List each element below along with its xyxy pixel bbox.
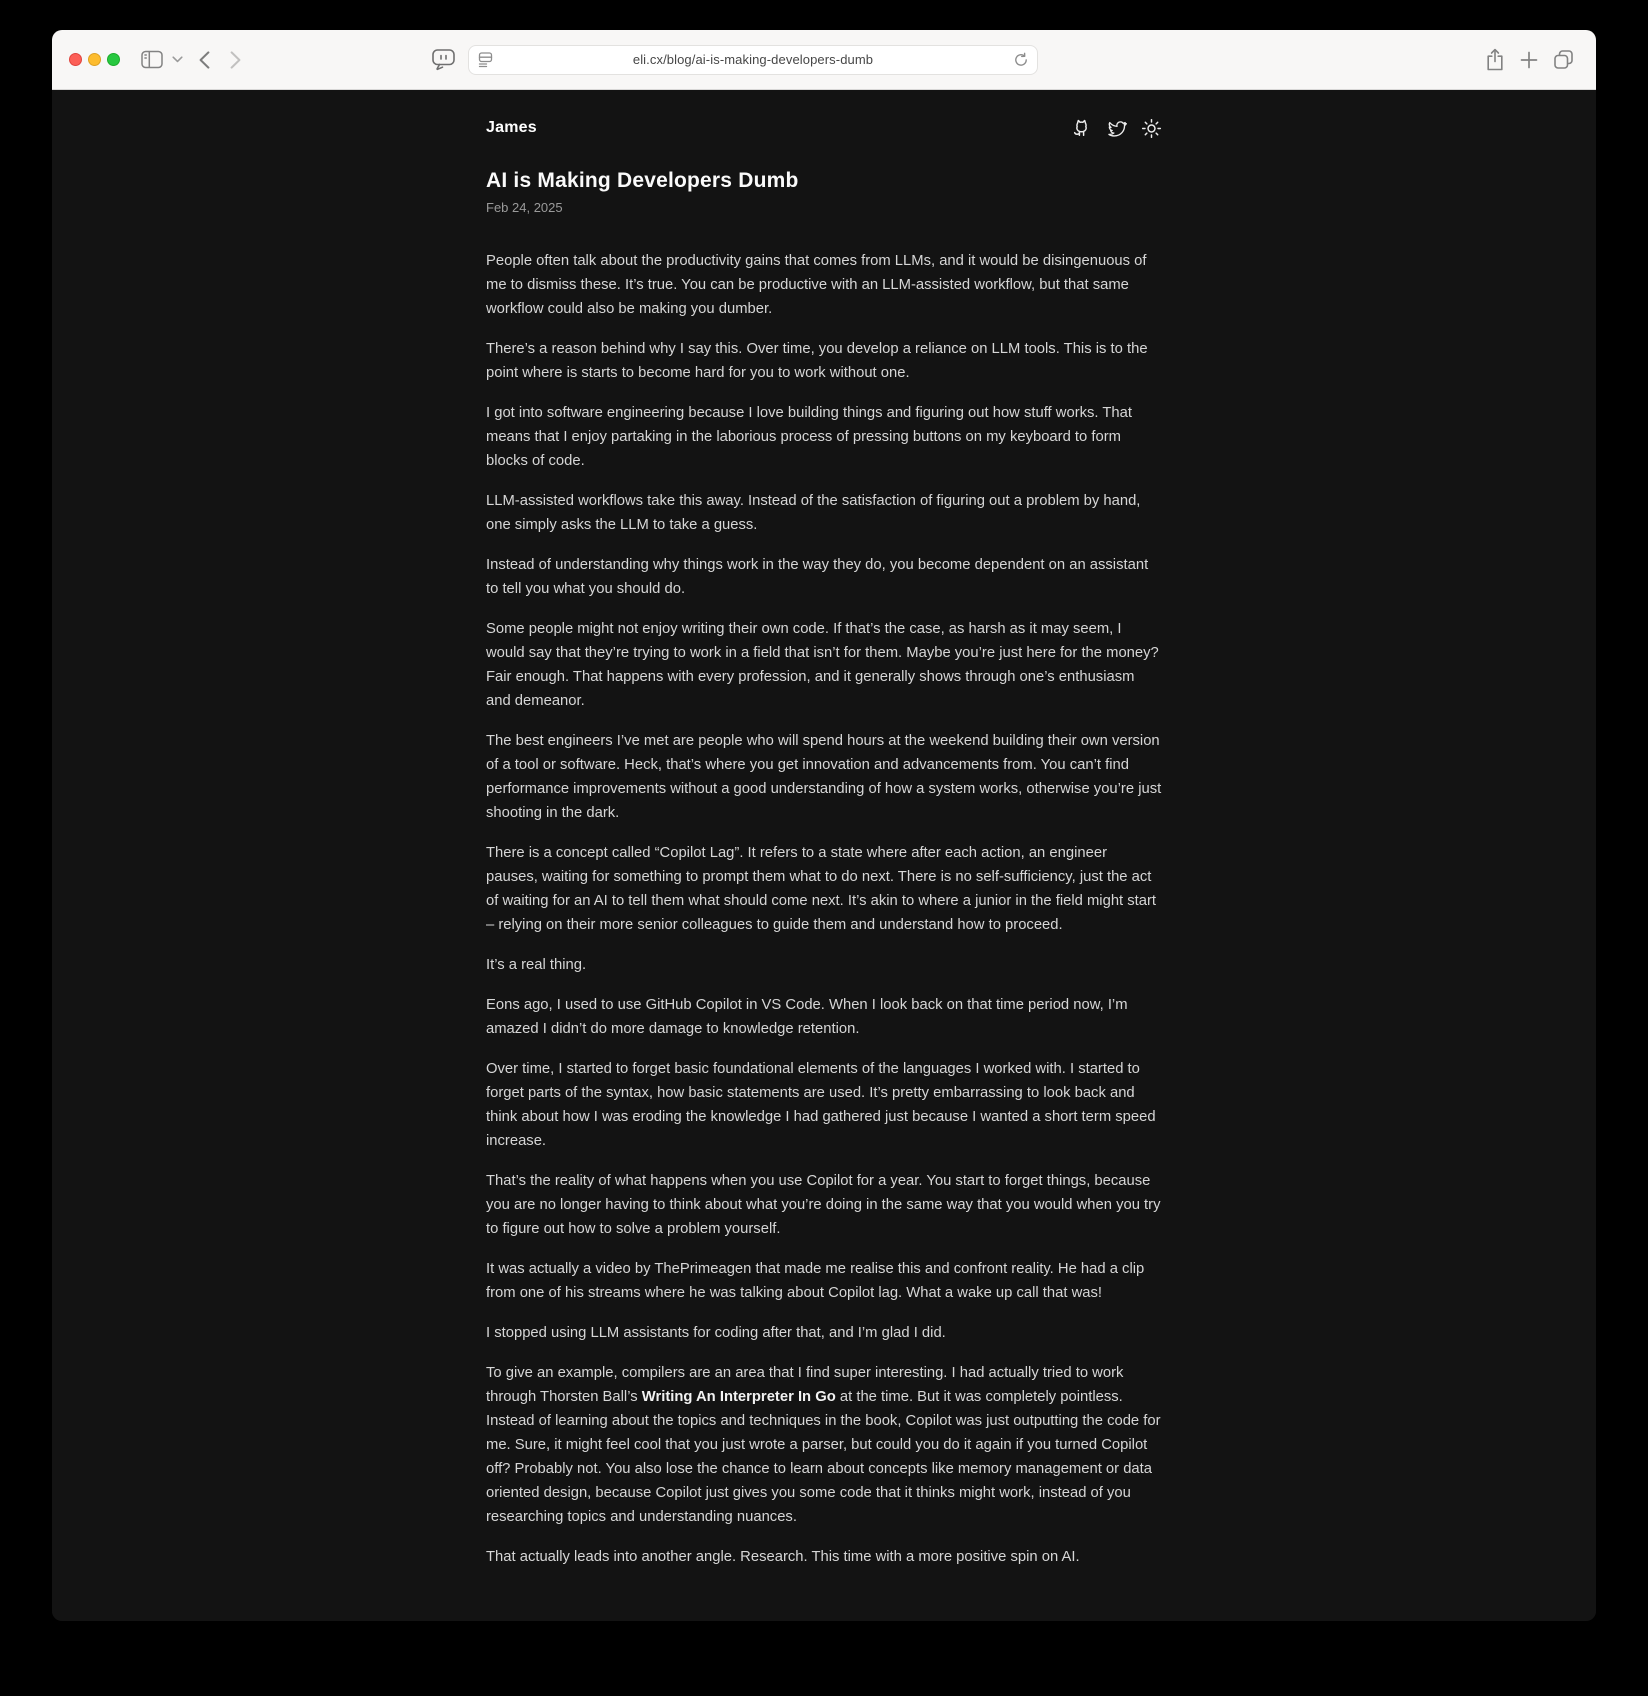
header-nav-icons: [1071, 118, 1162, 139]
paragraph: [486, 1321, 1162, 1345]
paragraph-text: It was actually a video by ThePrimeagen that made me realise this and confront reality. He had a clip from one of his streams where he was talking about Copilot lag. What a wake up call that was!: [486, 1261, 1145, 1301]
zoom-button[interactable]: [107, 53, 120, 66]
tab-overview-icon[interactable]: [1553, 49, 1574, 70]
paragraph: [486, 993, 1162, 1041]
post-date: Feb 24, 2025: [486, 200, 563, 215]
forward-icon[interactable]: [230, 51, 241, 69]
toolbar-right-group: [1485, 48, 1574, 72]
page-viewport: [52, 90, 1596, 1620]
site-header: [486, 117, 1162, 139]
paragraph: [486, 1169, 1162, 1241]
paragraph: [486, 953, 1162, 977]
back-icon[interactable]: [199, 51, 210, 69]
share-icon[interactable]: [1485, 48, 1505, 72]
post-title: AI is Making Developers Dumb: [486, 169, 799, 192]
paragraph: [486, 553, 1162, 601]
paragraph: [486, 337, 1162, 385]
paragraph: [486, 1545, 1162, 1569]
paragraph: [486, 1057, 1162, 1153]
post-body: [486, 249, 1162, 1569]
paragraph-text: That’s the reality of what happens when you use Copilot for a year. You start to forget things, because you are no longer having to think about what you’re doing in the same way that you would when you try to figure out how to solve a problem yourself.: [486, 1173, 1161, 1237]
paragraph-text: Eons ago, I used to use GitHub Copilot in VS Code. When I look back on that time period now, I’m amazed I didn’t do more damage to knowledge retention.: [486, 997, 1128, 1037]
paragraph: [486, 1361, 1162, 1529]
paragraph: [486, 489, 1162, 537]
paragraph-text: LLM-assisted workflows take this away. Instead of the satisfaction of figuring out a problem by hand, one simply asks the LLM to take a guess.: [486, 493, 1141, 533]
paragraph: [486, 617, 1162, 713]
paragraph-text: Some people might not enjoy writing their own code. If that’s the case, as harsh as it may seem, I would say that they’re trying to work in a field that isn’t for them. Maybe you’re just here for the money? Fair enough. That happens with every profession, and it generally shows through one’s enthusiasm and demeanor.: [486, 621, 1159, 709]
address-bar[interactable]: [468, 45, 1038, 75]
paragraph-text: To give an example, compilers are an area that I find super interesting. I had actually tried to work through Thorsten Ball’s: [486, 1365, 1124, 1405]
sun-icon[interactable]: [1141, 118, 1162, 139]
paragraph-text: That actually leads into another angle. Research. This time with a more positive spin on AI.: [486, 1549, 1080, 1565]
extensions-icon[interactable]: [431, 48, 456, 71]
site-name[interactable]: James: [486, 119, 537, 136]
twitter-icon[interactable]: [1106, 118, 1127, 139]
minimize-button[interactable]: [88, 53, 101, 66]
paragraph-text: People often talk about the productivity gains that comes from LLMs, and it would be disingenuous of me to dismiss these. It’s true. You can be productive with an LLM-assisted workflow, but that same workflow could also be making you dumber.: [486, 253, 1147, 317]
browser-toolbar: [52, 30, 1596, 90]
paragraph-text: at the time. But it was completely pointless. Instead of learning about the topics and techniques in the book, Copilot was just outputting the code for me. Sure, it might feel cool that you just wrote a parser, but could you do it again if you turned Copilot off? Probably not. You also lose the chance to learn about concepts like memory management or data oriented design, because Copilot just gives you some code that it thinks might work, instead of you researching topics and understanding nuances.: [486, 1389, 1161, 1525]
book-link[interactable]: Writing An Interpreter In Go: [641, 1389, 836, 1405]
paragraph-text: Over time, I started to forget basic foundational elements of the languages I worked with. I started to forget parts of the syntax, how basic statements are used. It’s pretty embarrassing to look back and think about how I was eroding the knowledge I had gathered just because I wanted a short term speed increase.: [486, 1061, 1156, 1149]
github-icon[interactable]: [1071, 118, 1092, 139]
paragraph-text: There’s a reason behind why I say this. Over time, you develop a reliance on LLM tools. This is to the point where is starts to become hard for you to work without one.: [486, 341, 1148, 381]
paragraph: [486, 841, 1162, 937]
browser-window: [52, 30, 1596, 1621]
paragraph: [486, 249, 1162, 321]
paragraph-text: Instead of understanding why things work in the way they do, you become dependent on an assistant to tell you what you should do.: [486, 557, 1149, 597]
sidebar-toggle-icon[interactable]: [141, 50, 163, 69]
paragraph-text: I got into software engineering because I love building things and figuring out how stuff works. That means that I enjoy partaking in the laborious process of pressing buttons on my keyboard to form blocks of code.: [486, 405, 1132, 469]
url-text[interactable]: eli.cx/blog/ai-is-making-developers-dumb: [632, 52, 874, 67]
close-button[interactable]: [69, 53, 82, 66]
paragraph: [486, 401, 1162, 473]
chevron-down-icon[interactable]: [172, 56, 183, 63]
paragraph: [486, 1257, 1162, 1305]
paragraph-text: I stopped using LLM assistants for coding after that, and I’m glad I did.: [486, 1325, 946, 1341]
paragraph-text: There is a concept called “Copilot Lag”. It refers to a state where after each action, an engineer pauses, waiting for something to prompt them what to do next. There is no self-sufficiency, just the act of waiting for an AI to tell them what should come next. It’s akin to where a junior in the field might start – relying on their more senior colleagues to guide them and understand how to proceed.: [486, 845, 1157, 933]
content-column: [486, 90, 1162, 1569]
paragraph-text: The best engineers I’ve met are people who will spend hours at the weekend building their own version of a tool or software. Heck, that’s where you get innovation and advancements from. You can’t find performance improvements without a good understanding of how a system works, otherwise you’re just shooting in the dark.: [486, 733, 1162, 821]
paragraph: [486, 729, 1162, 825]
reader-icon[interactable]: [477, 51, 494, 68]
paragraph-text: It’s a real thing.: [486, 957, 587, 973]
reload-icon[interactable]: [1013, 52, 1029, 68]
new-tab-icon[interactable]: [1520, 51, 1538, 69]
traffic-lights: [69, 53, 120, 66]
